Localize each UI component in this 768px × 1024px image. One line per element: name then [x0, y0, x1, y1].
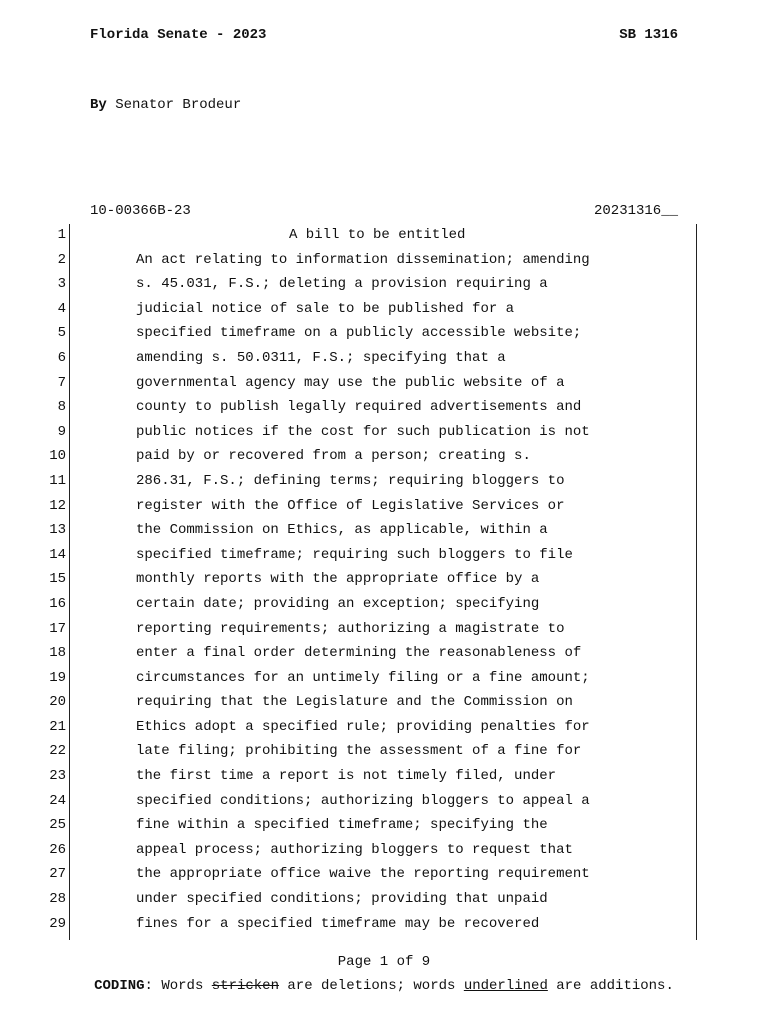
bill-line [0, 718, 768, 743]
line-number: 10 [49, 448, 66, 465]
line-text: specified timeframe on a publicly accessible website; [136, 325, 582, 342]
line-number: 29 [49, 915, 66, 932]
line-text: specified timeframe; requiring such bloggers to file [136, 546, 573, 563]
line-number: 26 [49, 841, 66, 858]
bill-line [0, 497, 768, 522]
bill-line [0, 644, 768, 669]
line-text: s. 45.031, F.S.; deleting a provision requiring a [136, 276, 548, 293]
line-text: paid by or recovered from a person; creating s. [136, 448, 531, 465]
line-text: public notices if the cost for such publication is not [136, 423, 590, 440]
line-number: 11 [49, 472, 66, 489]
bill-line [0, 792, 768, 817]
line-text: register with the Office of Legislative Services or [136, 497, 565, 514]
line-number: 17 [49, 620, 66, 637]
line-number: 4 [57, 300, 66, 317]
line-text: under specified conditions; providing that unpaid [136, 891, 548, 908]
bill-line [0, 767, 768, 792]
line-number: 7 [57, 374, 66, 391]
drafting-code: 10-00366B-23 [90, 203, 191, 219]
underlined-example: underlined [463, 978, 548, 994]
bill-code: 20231316__ [593, 203, 678, 219]
line-number: 16 [49, 595, 66, 612]
bill-line [0, 251, 768, 276]
coding-legend [0, 978, 768, 994]
bill-line [0, 324, 768, 349]
line-number: 20 [49, 694, 66, 711]
bill-line [0, 447, 768, 472]
line-text: fines for a specified timeframe may be recovered [136, 915, 540, 932]
line-number: 13 [49, 522, 66, 539]
bill-line [0, 669, 768, 694]
line-number: 18 [49, 645, 66, 662]
bill-line [0, 595, 768, 620]
line-number: 1 [57, 227, 66, 243]
line-text: Ethics adopt a specified rule; providing penalties for [136, 718, 590, 735]
line-text: specified conditions; authorizing bloggers to appeal a [136, 792, 590, 809]
line-text: the appropriate office waive the reporting requirement [136, 866, 590, 883]
line-number: 14 [49, 546, 66, 563]
line-text: A bill to be entitled [289, 227, 466, 243]
bill-line [0, 398, 768, 423]
bill-line [0, 693, 768, 718]
coding-label: CODING [94, 978, 145, 994]
bill-text-body [0, 226, 768, 939]
line-number: 2 [57, 251, 66, 268]
line-text: late filing; prohibiting the assessment of a fine for [136, 743, 582, 760]
bill-line [0, 865, 768, 890]
page-indicator: Page 1 of 9 [337, 954, 431, 970]
line-text: monthly reports with the appropriate office by a [136, 571, 540, 588]
bill-line [0, 570, 768, 595]
line-text: reporting requirements; authorizing a magistrate to [136, 620, 565, 637]
bill-line [0, 349, 768, 374]
line-number: 12 [49, 497, 66, 514]
line-number: 6 [57, 349, 66, 366]
line-text: governmental agency may use the public website of a [136, 374, 565, 391]
line-text: amending s. 50.0311, F.S.; specifying that a [136, 349, 506, 366]
bill-number: SB 1316 [619, 27, 678, 43]
line-text: the Commission on Ethics, as applicable, within a [136, 522, 548, 539]
line-number: 3 [57, 276, 66, 293]
bill-line [0, 226, 768, 251]
line-number: 28 [49, 891, 66, 908]
bill-line [0, 841, 768, 866]
line-text: enter a final order determining the reasonableness of [136, 645, 582, 662]
line-number: 22 [49, 743, 66, 760]
line-number: 21 [49, 718, 66, 735]
bill-line [0, 472, 768, 497]
bill-line [0, 620, 768, 645]
line-text: requiring that the Legislature and the Commission on [136, 694, 573, 711]
line-text: county to publish legally required advertisements and [136, 399, 582, 416]
line-number: 23 [49, 768, 66, 785]
line-number: 9 [57, 423, 66, 440]
bill-line [0, 374, 768, 399]
line-text: 286.31, F.S.; defining terms; requiring bloggers to [136, 472, 565, 489]
coding-sep: : Words [144, 978, 212, 994]
bill-line [0, 423, 768, 448]
bill-line [0, 742, 768, 767]
line-text: fine within a specified timeframe; specifying the [136, 817, 548, 834]
bill-line [0, 890, 768, 915]
line-number: 24 [49, 792, 66, 809]
coding-mid: are deletions; words [278, 978, 464, 994]
sponsor-line [90, 97, 241, 113]
line-number: 15 [49, 571, 66, 588]
bill-line [0, 300, 768, 325]
line-number: 8 [57, 399, 66, 416]
line-number: 19 [49, 669, 66, 686]
line-text: judicial notice of sale to be published for a [136, 300, 515, 317]
coding-end: are additions. [547, 978, 674, 994]
sponsor-prefix: By [90, 97, 107, 113]
bill-line [0, 546, 768, 571]
line-number: 27 [49, 866, 66, 883]
line-text: An act relating to information dissemination; amending [136, 251, 590, 268]
line-text: certain date; providing an exception; specifying [136, 595, 540, 612]
bill-line [0, 816, 768, 841]
bill-line [0, 275, 768, 300]
chamber-year-header: Florida Senate - 2023 [90, 27, 267, 43]
line-text: appeal process; authorizing bloggers to request that [136, 841, 573, 858]
bill-line [0, 521, 768, 546]
sponsor-name: Senator Brodeur [115, 97, 242, 113]
line-number: 5 [57, 325, 66, 342]
stricken-example: stricken [211, 978, 279, 994]
line-text: the first time a report is not timely filed, under [136, 768, 557, 785]
bill-line [0, 915, 768, 940]
line-text: circumstances for an untimely filing or a fine amount; [136, 669, 590, 686]
line-number: 25 [49, 817, 66, 834]
